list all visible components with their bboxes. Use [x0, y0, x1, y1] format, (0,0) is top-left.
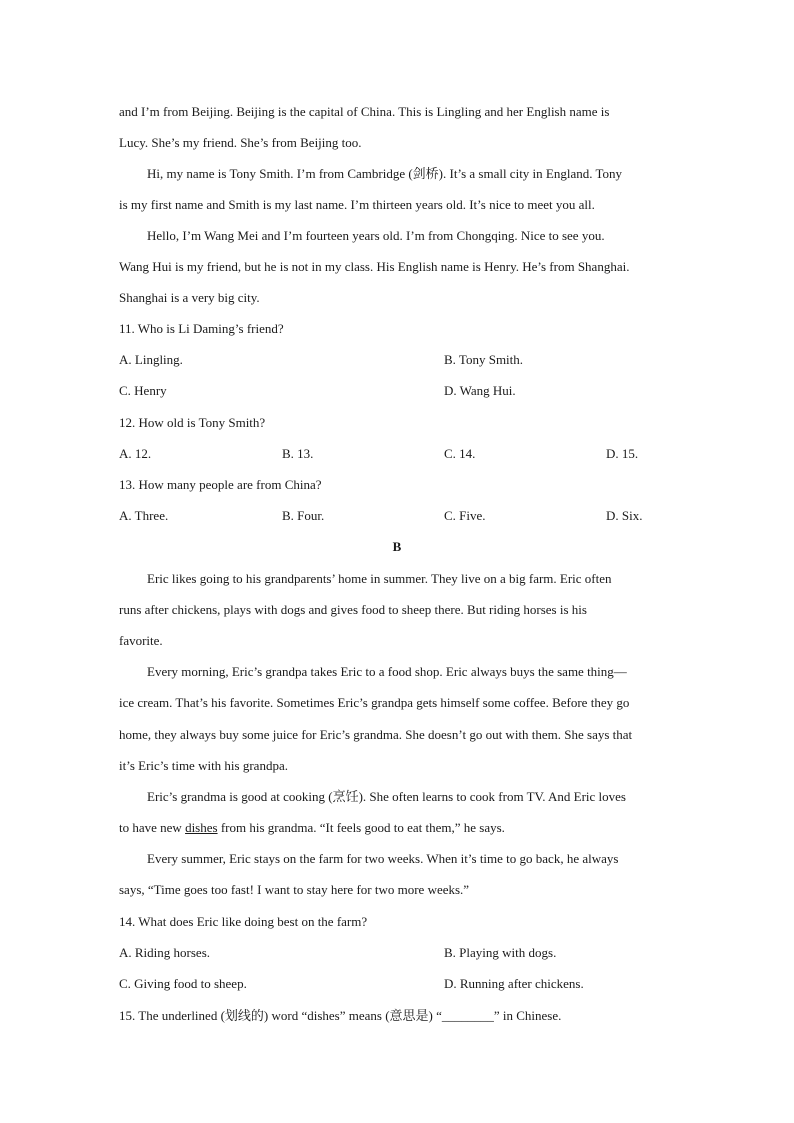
- option-14-b: B. Playing with dogs.: [444, 945, 557, 960]
- option-13-c: C. Five.: [444, 508, 486, 523]
- passage-b-line: home, they always buy some juice for Eric’s grandma. She doesn’t go out with them. She says that: [119, 727, 633, 742]
- passage-b-line: it’s Eric’s time with his grandpa.: [119, 758, 288, 773]
- option-11-a: A. Lingling.: [119, 352, 183, 367]
- passage-b-line: Eric likes going to his grandparents’ home in summer. They live on a big farm. Eric often: [147, 571, 612, 586]
- option-11-c: C. Henry: [119, 383, 167, 398]
- passage-b-line: favorite.: [119, 633, 163, 648]
- passage-b-line: runs after chickens, plays with dogs and gives food to sheep there. But riding horses is his: [119, 602, 587, 617]
- option-13-a: A. Three.: [119, 508, 169, 523]
- passage-b-line: [119, 818, 679, 838]
- section-b-title: B: [392, 539, 402, 554]
- passage-a-line: and I’m from Beijing. Beijing is the capital of China. This is Lingling and her English name is: [119, 104, 610, 119]
- option-14-a: A. Riding horses.: [119, 945, 210, 960]
- option-11-b: B. Tony Smith.: [444, 352, 524, 367]
- question-14: 14. What does Eric like doing best on the farm?: [119, 914, 368, 929]
- passage-b-line: says, “Time goes too fast! I want to stay here for two more weeks.”: [119, 882, 470, 897]
- option-12-b: B. 13.: [282, 446, 314, 461]
- text-segment: from his grandma. “It feels good to eat them,” he says.: [217, 820, 505, 835]
- option-12-c: C. 14.: [444, 446, 476, 461]
- option-12-d: D. 15.: [606, 446, 639, 461]
- option-13-d: D. Six.: [606, 508, 643, 523]
- passage-b-line: Eric’s grandma is good at cooking (烹饪). She often learns to cook from TV. And Eric loves: [147, 789, 626, 804]
- passage-a-line: Hello, I’m Wang Mei and I’m fourteen years old. I’m from Chongqing. Nice to see you.: [147, 228, 605, 243]
- question-13: 13. How many people are from China?: [119, 477, 322, 492]
- option-12-a: A. 12.: [119, 446, 152, 461]
- passage-b-line: ice cream. That’s his favorite. Sometimes Eric’s grandpa gets himself some coffee. Before they go: [119, 695, 630, 710]
- option-14-d: D. Running after chickens.: [444, 976, 584, 991]
- text-segment: to have new: [119, 820, 186, 835]
- option-14-c: C. Giving food to sheep.: [119, 976, 247, 991]
- underlined-word: dishes: [185, 820, 218, 835]
- passage-b-line: Every summer, Eric stays on the farm for two weeks. When it’s time to go back, he always: [147, 851, 619, 866]
- option-13-b: B. Four.: [282, 508, 325, 523]
- passage-a-line: Shanghai is a very big city.: [119, 290, 260, 305]
- question-12: 12. How old is Tony Smith?: [119, 415, 266, 430]
- passage-a-line: Lucy. She’s my friend. She’s from Beijing too.: [119, 135, 362, 150]
- passage-a-line: is my first name and Smith is my last name. I’m thirteen years old. It’s nice to meet you all.: [119, 197, 595, 212]
- passage-b-line: Every morning, Eric’s grandpa takes Eric to a food shop. Eric always buys the same thing—: [147, 664, 627, 679]
- question-15: 15. The underlined (划线的) word “dishes” means (意思是) “________” in Chinese.: [119, 1008, 562, 1023]
- passage-a-line: Hi, my name is Tony Smith. I’m from Cambridge (剑桥). It’s a small city in England. Tony: [147, 166, 623, 181]
- passage-a-line: Wang Hui is my friend, but he is not in my class. His English name is Henry. He’s from Shanghai.: [119, 259, 630, 274]
- question-11: 11. Who is Li Daming’s friend?: [119, 321, 284, 336]
- option-11-d: D. Wang Hui.: [444, 383, 516, 398]
